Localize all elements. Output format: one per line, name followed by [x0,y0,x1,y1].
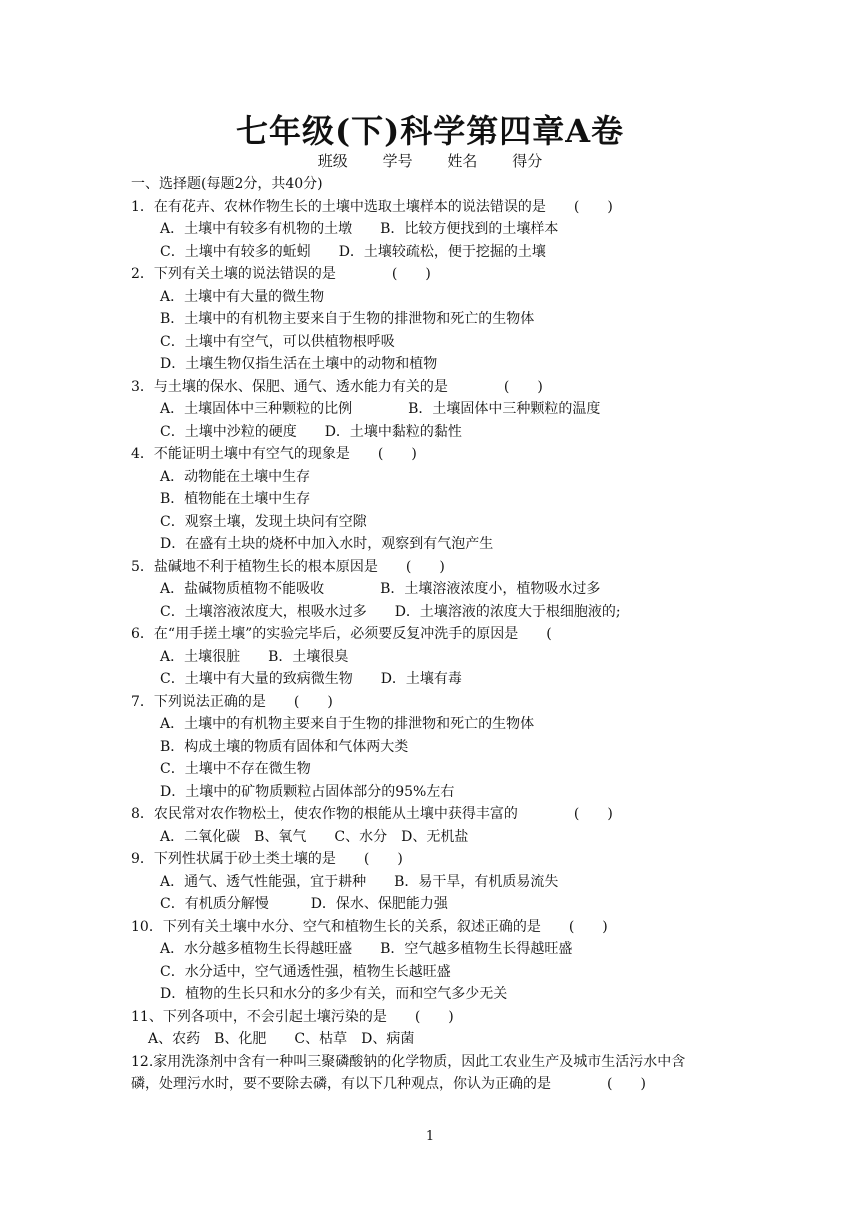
question-1: 1．在有花卉、农林作物生长的土壤中选取土壤样本的说法错误的是 ( ) [131,198,613,215]
option-line: C．观察土壤，发现土块问有空隙 [160,513,367,530]
option-line: C．土壤中有大量的致病微生物 D．土壤有毒 [160,671,462,687]
page-title: 七年级(下)科学第四章A卷 [235,112,625,150]
option-line: D．在盛有土块的烧杯中加入水时，观察到有气泡产生 [160,536,494,552]
question-12-continued: 磷，处理污水时，要不要除去磷，有以下几种观点，你认为正确的是 ( ) [131,1076,646,1092]
page-number: 1 [425,1129,435,1144]
option-line: D．植物的生长只和水分的多少有关，而和空气多少无关 [160,986,508,1002]
option-line: A、农药 B、化肥 C、枯草 D、病菌 [148,1031,415,1047]
option-line: D．土壤中的矿物质颗粒占固体部分的95%左右 [160,783,455,800]
option-line: B．土壤中的有机物主要来自于生物的排泄物和死亡的生物体 [160,311,535,327]
option-line: A．土壤中有较多有机物的土墩 B．比较方便找到的土壤样本 [160,221,559,237]
question-12: 12.家用洗涤剂中含有一种叫三聚磷酸钠的化学物质，因此工农业生产及城市生活污水中含 [131,1053,686,1070]
option-line: A．二氧化碳 B、氧气 C、水分 D、无机盐 [160,828,469,845]
option-line: A．盐碱物质植物不能吸收 B．土壤溶液浓度小，植物吸水过多 [160,581,601,597]
section-heading: 一、选择题(每题2分，共40分) [131,176,323,192]
option-line: C．土壤溶液浓度大，根吸水过多 D．土壤溶液的浓度大于根细胞液的; [160,603,621,620]
student-info-row [0,150,860,171]
option-line: C．土壤中有较多的蚯蚓 D．土壤较疏松，便于挖掘的土壤 [160,243,546,260]
question-3: 3．与土壤的保水、保肥、通气、透水能力有关的是 ( ) [131,378,543,395]
option-line: A．土壤固体中三种颗粒的比例 B．土壤固体中三种颗粒的温度 [160,401,601,417]
question-5: 5．盐碱地不利于植物生长的根本原因是 ( ) [131,558,445,575]
option-line: C．土壤中沙粒的硬度 D．土壤中黏粒的黏性 [160,423,462,440]
question-7: 7．下列说法正确的是 ( ) [131,693,333,710]
option-line: A．水分越多植物生长得越旺盛 B．空气越多植物生长得越旺盛 [160,941,573,957]
number-label: 学号 [382,152,413,170]
name-label: 姓名 [447,152,478,170]
option-line: A．通气、透气性能强，宜于耕种 B．易干旱，有机质易流失 [160,873,559,890]
option-line: A．土壤中有大量的微生物 [160,288,325,305]
option-line: B．构成土壤的物质有固体和气体两大类 [160,738,409,755]
question-11: 11、下列各项中，不会引起土壤污染的是 ( ) [131,1008,454,1025]
option-line: A．土壤很脏 B．土壤很臭 [160,648,349,665]
option-line: A．土壤中的有机物主要来自于生物的排泄物和死亡的生物体 [160,716,535,732]
option-line: C．有机质分解慢 D．保水、保肥能力强 [160,896,448,912]
question-8: 8．农民常对农作物松土，使农作物的根能从土壤中获得丰富的 ( ) [131,806,613,822]
question-6: 6．在“用手搓土壤”的实验完毕后，必须要反复冲洗手的原因是 ( [131,626,552,642]
option-line: C．土壤中不存在微生物 [160,761,311,777]
question-10: 10．下列有关土壤中水分、空气和植物生长的关系，叙述正确的是 ( ) [131,918,608,935]
option-line: C．水分适中，空气通透性强，植物生长越旺盛 [160,963,451,980]
score-label: 得分 [512,152,543,170]
option-line: B．植物能在土壤中生存 [160,491,311,507]
question-4: 4．不能证明土壤中有空气的现象是 ( ) [131,446,417,462]
option-line: D．土壤生物仅指生活在土壤中的动物和植物 [160,356,438,372]
class-label: 班级 [317,152,348,170]
question-9: 9．下列性状属于砂土类土壤的是 ( ) [131,851,403,867]
option-line: A．动物能在土壤中生存 [160,468,311,485]
question-2: 2．下列有关土壤的说法错误的是 ( ) [131,266,431,282]
option-line: C．土壤中有空气，可以供植物根呼吸 [160,333,395,350]
